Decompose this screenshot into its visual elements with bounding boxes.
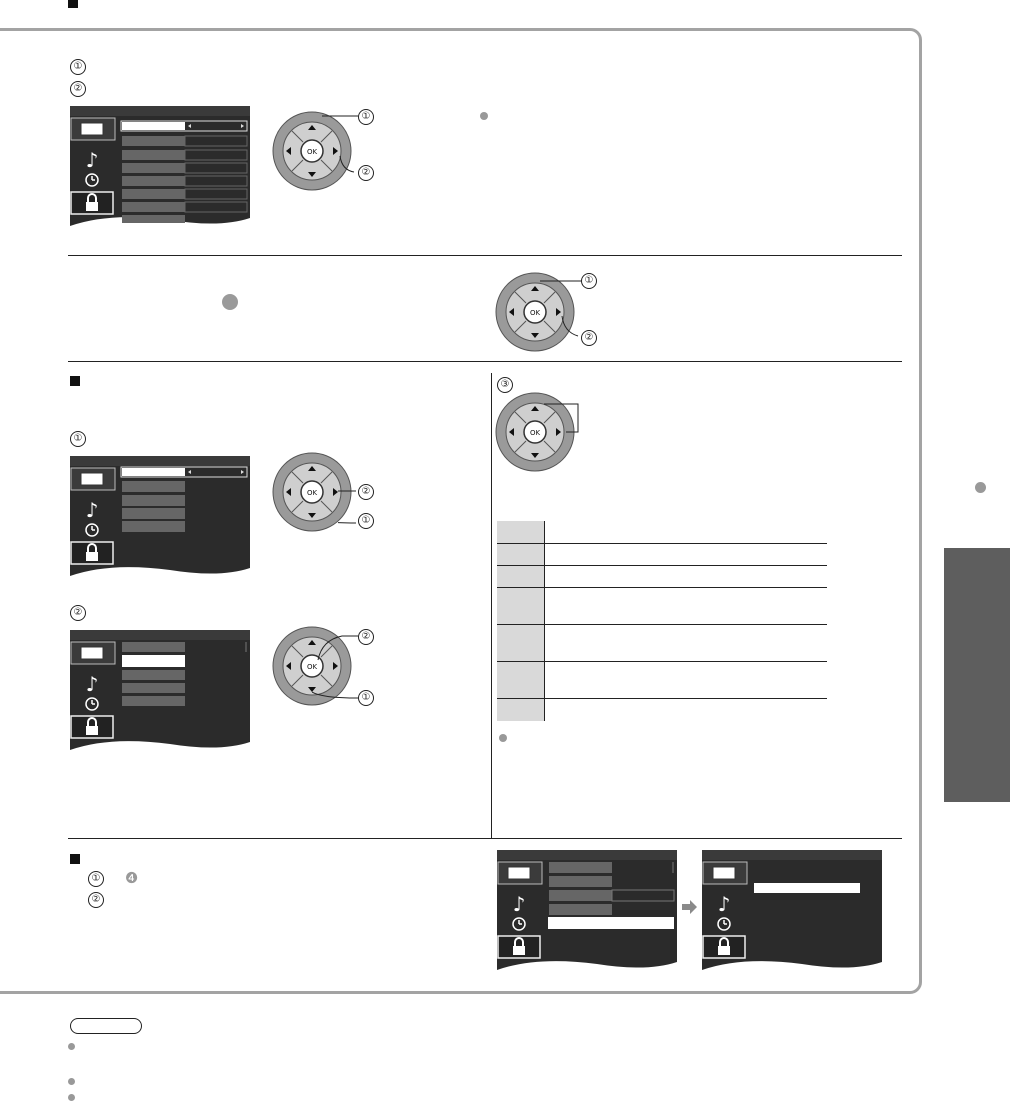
table-row xyxy=(497,544,827,566)
bullet-dot-large xyxy=(222,294,238,310)
table-row xyxy=(497,699,827,721)
tv-menu-screen xyxy=(70,106,252,230)
bullet-dot xyxy=(480,112,488,120)
callout-1c: ① xyxy=(358,513,374,529)
note-label xyxy=(70,1018,142,1034)
callout-2: ② xyxy=(358,165,374,181)
bullet-dot xyxy=(68,1078,75,1085)
table-row xyxy=(497,521,827,544)
divider-1 xyxy=(68,255,902,256)
callout-2c: ② xyxy=(358,484,374,500)
step-1-marker-b: ① xyxy=(70,431,86,447)
divider-2 xyxy=(68,361,902,362)
bullet-dot xyxy=(975,482,986,493)
section-marker-3 xyxy=(70,376,80,386)
column-divider xyxy=(491,373,492,839)
tv-menu-screen-5 xyxy=(702,850,884,974)
step-1-marker-c: ① xyxy=(88,871,104,887)
table-row xyxy=(497,566,827,588)
section-marker-4 xyxy=(70,854,80,864)
step-2-marker-c: ② xyxy=(88,892,104,908)
step-3-marker: ③ xyxy=(497,377,513,393)
section-marker-top xyxy=(68,0,78,8)
step-2-marker-b: ② xyxy=(70,605,86,621)
tv-menu-screen-2 xyxy=(70,456,252,580)
bullet-dot xyxy=(68,1043,75,1050)
arrow-right-icon xyxy=(682,900,698,914)
divider-3 xyxy=(68,838,902,839)
side-tab xyxy=(944,548,1010,802)
callout-2d: ② xyxy=(358,629,374,645)
tv-menu-screen-3 xyxy=(70,630,252,754)
callout-lines-4 xyxy=(312,630,362,700)
callout-2b: ② xyxy=(581,330,597,346)
tv-menu-screen-4 xyxy=(497,850,679,974)
table-row xyxy=(497,588,827,625)
step-4-marker: ❹ xyxy=(125,869,139,887)
step-1-marker: ① xyxy=(70,59,86,75)
callout-1: ① xyxy=(358,109,374,125)
bracket-callout xyxy=(536,400,586,440)
table-row xyxy=(497,662,827,699)
bullet-dot xyxy=(499,734,507,742)
callout-1b: ① xyxy=(581,273,597,289)
step-2-marker: ② xyxy=(70,81,86,97)
bullet-dot xyxy=(68,1094,75,1101)
callout-1d: ① xyxy=(358,690,374,706)
table-row xyxy=(497,625,827,662)
